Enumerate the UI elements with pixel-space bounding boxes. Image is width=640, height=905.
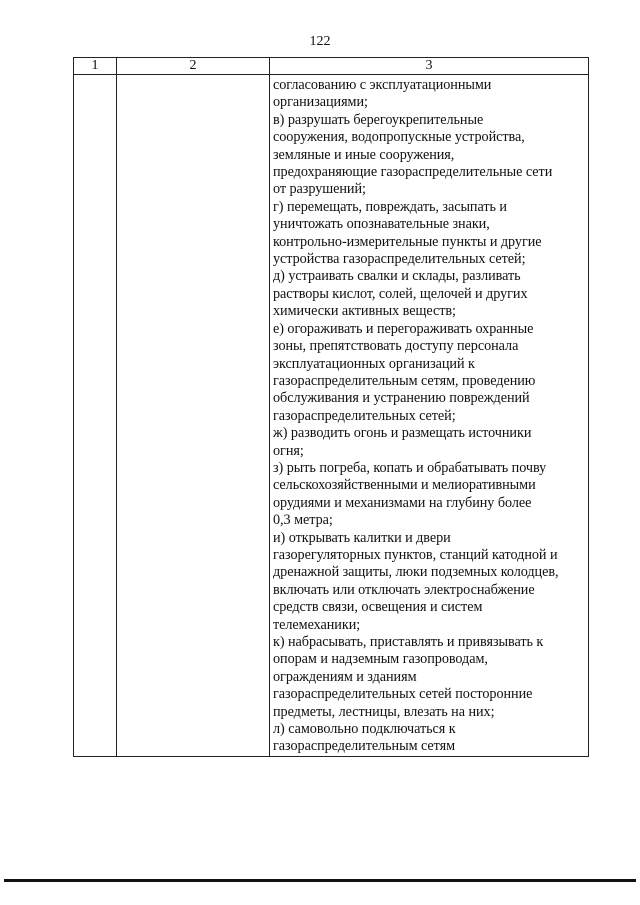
table-row [74, 75, 589, 757]
text-line: 0,3 метра; [273, 512, 333, 529]
column-2-cell [117, 75, 270, 757]
text-line: контрольно-измерительные пункты и другие [273, 233, 542, 250]
text-line: к) набрасывать, приставлять и привязывать к [273, 634, 544, 650]
page-number: 122 [309, 34, 331, 49]
text-line: дренажной защиты, люки подземных колодцев, [273, 564, 559, 581]
text-line: телемеханики; [273, 616, 361, 633]
text-line: г) перемещать, повреждать, засыпать и [273, 198, 507, 215]
text-line: з) рыть погреба, копать и обрабатывать почву [273, 459, 547, 476]
column-3-cell [270, 75, 589, 757]
text-line: сооружения, водопропускные устройства, [273, 129, 525, 146]
text-line: опорам и надземным газопроводам, [273, 651, 488, 668]
text-line: огня; [273, 442, 304, 459]
text-line: от разрушений; [273, 181, 366, 198]
text-line: д) устраивать свалки и склады, разливать [273, 268, 521, 285]
regulation-table [73, 57, 589, 757]
text-line: средств связи, освещения и систем [273, 599, 483, 616]
text-line: газораспределительных сетей посторонние [273, 686, 533, 703]
text-line: согласованию с эксплуатационными [273, 77, 492, 93]
column-header-2: 2 [117, 58, 270, 75]
table-header-row [74, 58, 589, 75]
bottom-rule [4, 879, 636, 882]
text-line: эксплуатационных организаций к [273, 355, 475, 372]
column-header-1: 1 [74, 58, 117, 75]
text-line: и) открывать калитки и двери [273, 529, 451, 546]
text-line: уничтожать опознавательные знаки, [273, 216, 490, 233]
text-line: организациями; [273, 94, 368, 111]
text-line: газораспределительных сетей; [273, 407, 456, 424]
text-line: зоны, препятствовать доступу персонала [273, 338, 519, 355]
text-line: л) самовольно подключаться к [273, 721, 456, 738]
text-line: химически активных веществ; [273, 303, 456, 320]
text-line: газораспределительным сетям [273, 738, 456, 755]
text-line: предохраняющие газораспределительные сети [273, 164, 553, 181]
text-line: земляные и иные сооружения, [273, 146, 455, 163]
text-line: орудиями и механизмами на глубину более [273, 494, 532, 511]
text-line: газораспределительным сетям, проведению [273, 372, 536, 389]
text-line: газорегуляторных пунктов, станций катодной и [273, 546, 558, 563]
column-1-cell [74, 75, 117, 757]
text-line: ж) разводить огонь и размещать источники [273, 425, 532, 442]
text-line: обслуживания и устранению повреждений [273, 390, 530, 407]
column-header-3: 3 [270, 58, 589, 75]
text-line: предметы, лестницы, влезать на них; [273, 703, 495, 720]
text-line: включать или отключать электроснабжение [273, 581, 535, 598]
text-line: сельскохозяйственными и мелиоративными [273, 477, 536, 494]
text-line: устройства газораспределительных сетей; [273, 251, 526, 268]
text-line: в) разрушать берегоукрепительные [273, 111, 484, 128]
column-3-text [270, 75, 588, 756]
text-line: растворы кислот, солей, щелочей и других [273, 285, 528, 302]
text-line: е) огораживать и перегораживать охранные [273, 320, 534, 337]
text-line: ограждениям и зданиям [273, 668, 417, 685]
